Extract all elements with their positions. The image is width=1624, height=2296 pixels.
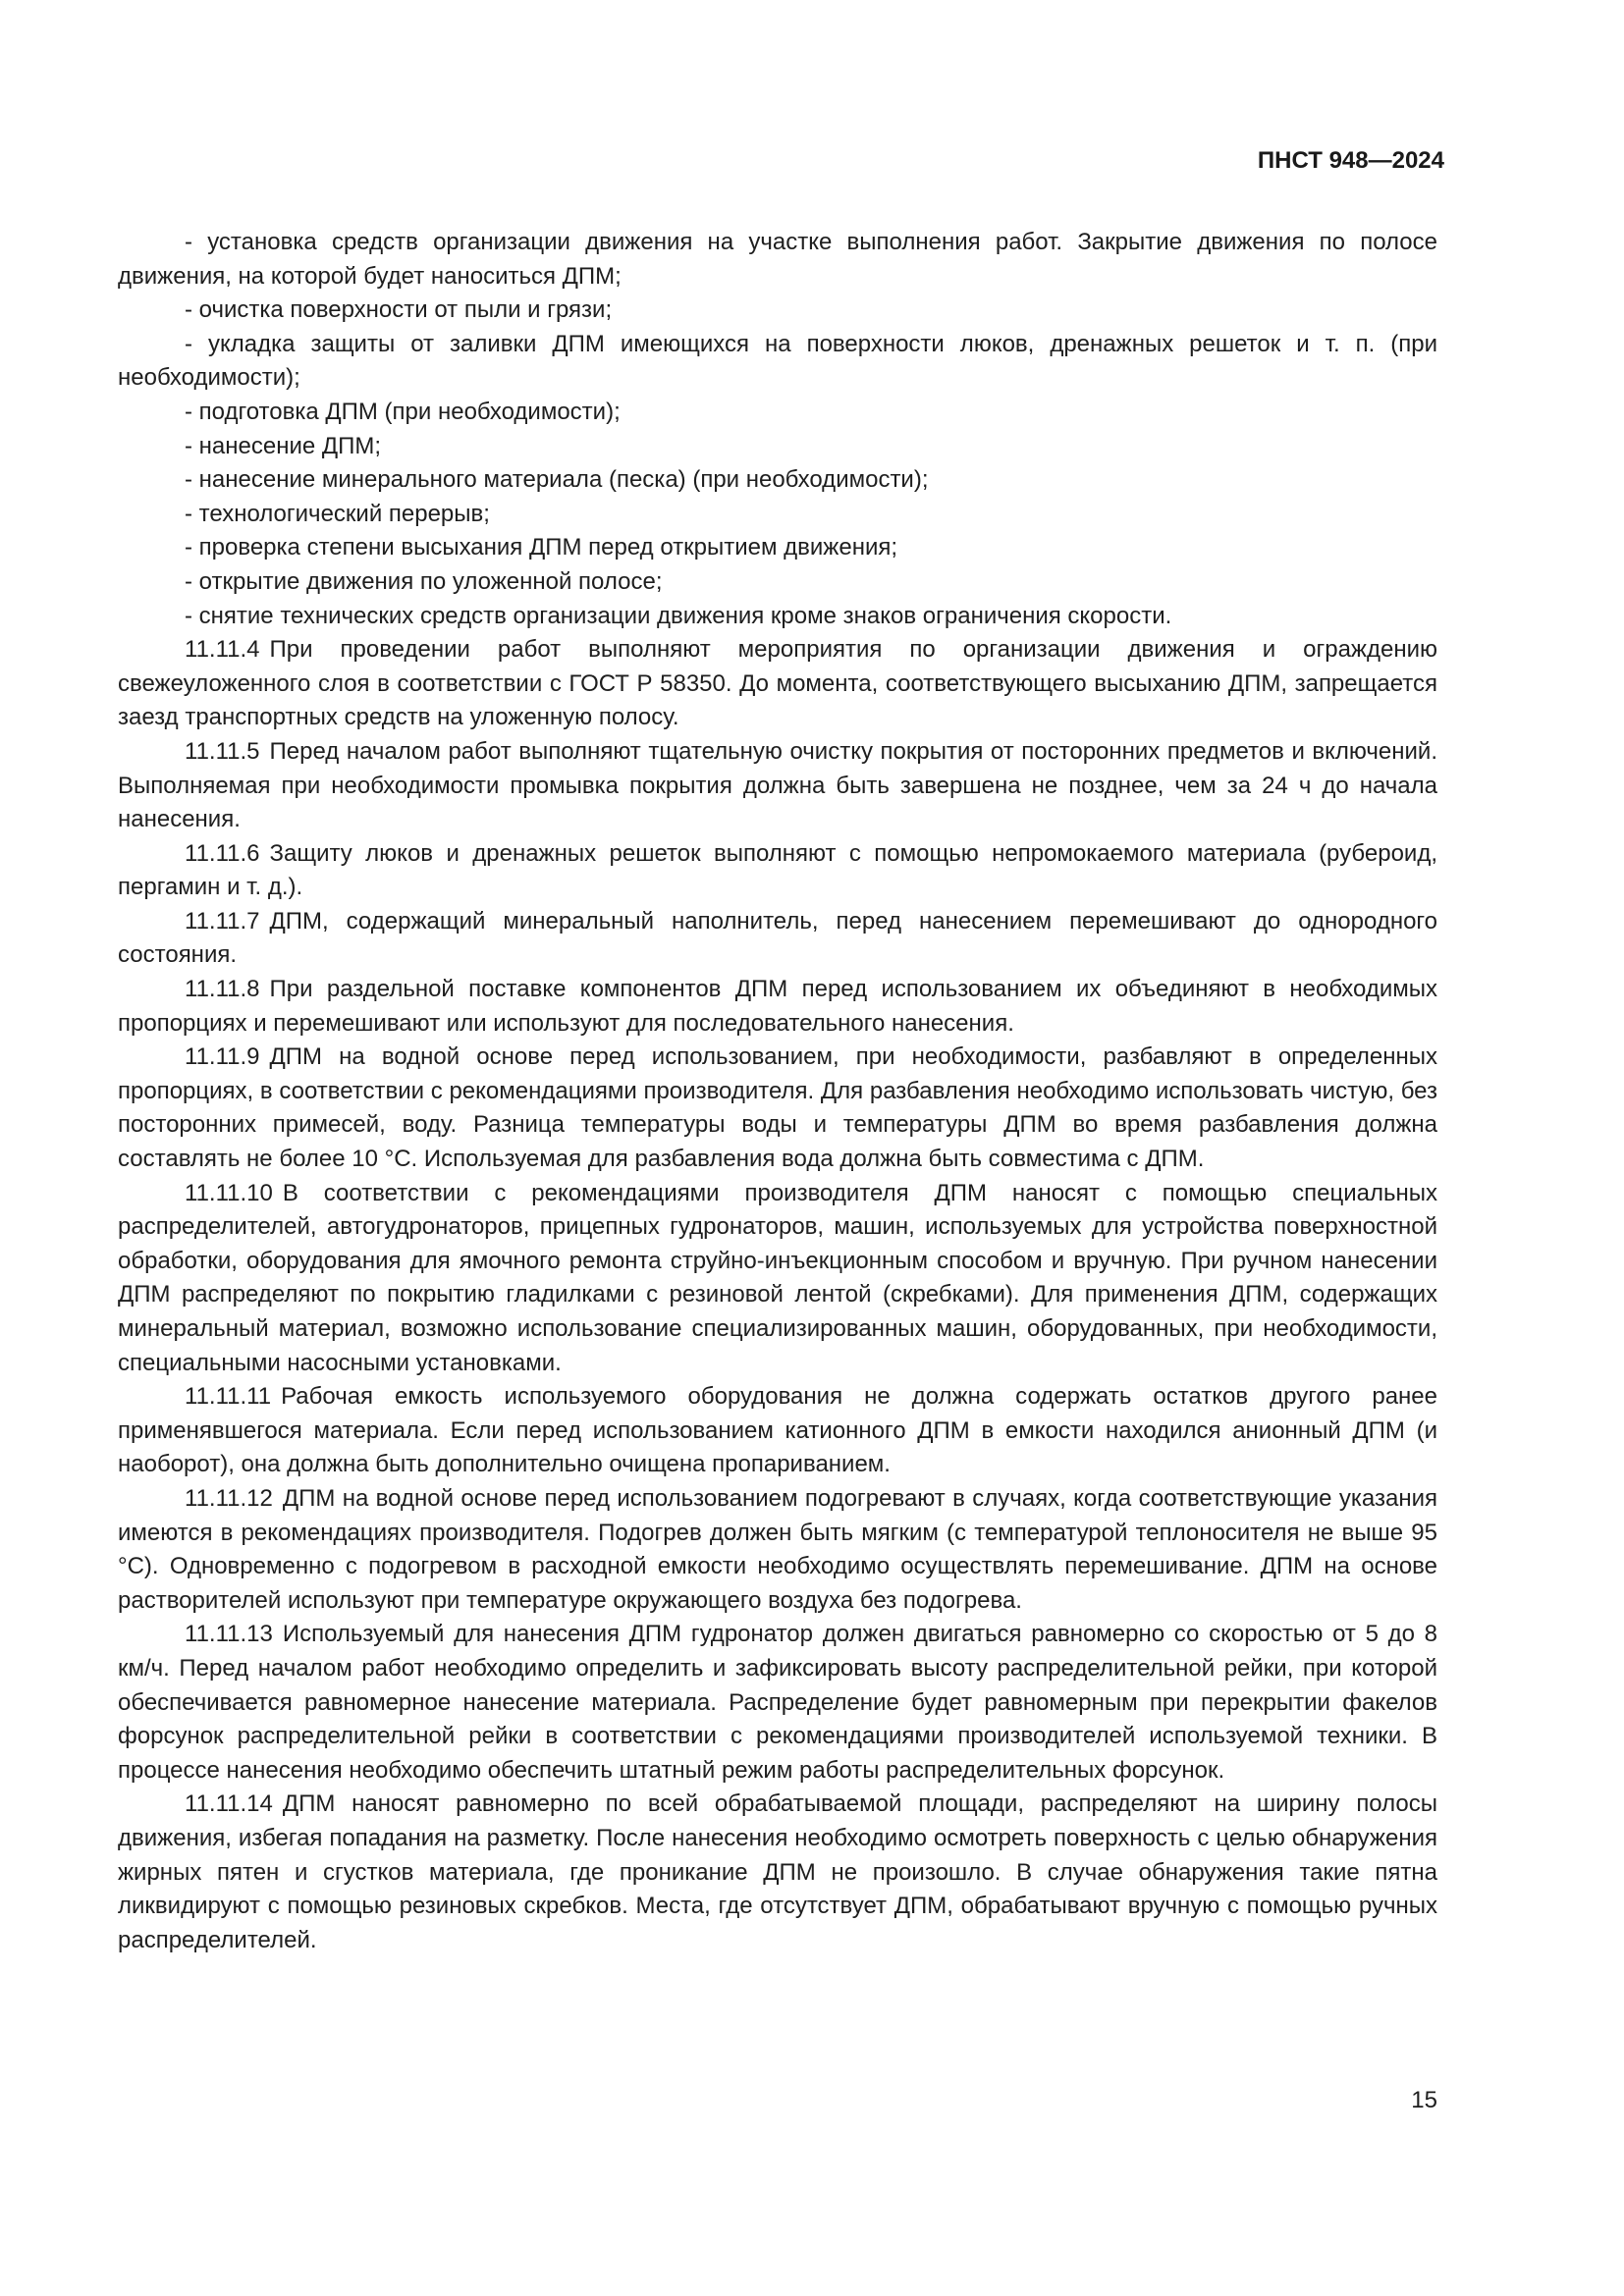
clause-paragraph (118, 1041, 1437, 1176)
document-body (118, 226, 1437, 1957)
list-item: - открытие движения по уложенной полосе; (185, 567, 663, 595)
clause-number: 11.11.6 (185, 839, 260, 867)
clause-text: В соответствии с рекомендациями производителя ДПМ наносят с помощью специальных распределителей, автогудронаторов, прицепных гудронаторов, машин, используемых для устройства поверхностной обработки, оборудования для ямочного ремонта струйно-инъекционным способом и вручную. При ручном нанесении ДПМ распределяют по покрытию гладилками с резиновой лентой (скребками). Для применения ДПМ, содержащих минеральный материал, возможно использование специализированных машин, оборудованных, при необходимости, специальными насосными установками. (118, 1179, 1437, 1376)
document-code: ПНСТ 948—2024 (1257, 147, 1444, 174)
work-steps-list (118, 226, 1437, 633)
clause-number: 11.11.5 (185, 737, 260, 765)
clause-number: 11.11.12 (185, 1484, 273, 1512)
clause-text: Защиту люков и дренажных решеток выполняют с помощью непромокаемого материала (рубероид, пергамин и т. д.). (118, 839, 1437, 901)
clause-text: ДПМ на водной основе перед использованием, при необходимости, разбавляют в определенных пропорциях, в соответствии с рекомендациями производителя. Для разбавления необходимо использовать чистую, без посторонних примесей, воду. Разница температуры воды и температуры ДПМ во время разбавления должна составлять не более 10 °С. Используемая для разбавления вода должна быть совместима с ДПМ. (118, 1043, 1437, 1173)
clause-number: 11.11.4 (185, 636, 260, 664)
clause-paragraph (118, 1788, 1437, 1957)
clause-number: 11.11.13 (185, 1621, 273, 1648)
clause-text: При раздельной поставке компонентов ДПМ перед использованием их объединяют в необходимых пропорциях и перемешивают или используют для последовательного нанесения. (118, 976, 1437, 1037)
clause-number: 11.11.7 (185, 907, 260, 934)
clause-paragraph (118, 837, 1437, 905)
clause-text: ДПМ на водной основе перед использованием подогревают в случаях, когда соответствующие указания имеются в рекомендациях производителя. Подогрев должен быть мягким (с температурой теплоносителя не выше 95 °С). Одновременно с подогревом в расходной емкости необходимо осуществлять перемешивание. ДПМ на основе растворителей используют при температуре окружающего воздуха без подогрева. (118, 1484, 1437, 1614)
clause-paragraph (118, 1380, 1437, 1482)
list-item: - нанесение минерального материала (песка) (при необходимости); (185, 466, 929, 494)
clause-number: 11.11.9 (185, 1043, 260, 1071)
clause-text: ДПМ наносят равномерно по всей обрабатываемой площади, распределяют на ширину полосы движения, избегая попадания на разметку. После нанесения необходимо осмотреть поверхность с целью обнаружения жирных пятен и сгустков материала, где проникание ДПМ не произошло. В случае обнаружения такие пятна ликвидируют с помощью резиновых скребков. Места, где отсутствует ДПМ, обрабатывают вручную с помощью ручных распределителей. (118, 1790, 1437, 1953)
list-item: - подготовка ДПМ (при необходимости); (185, 398, 621, 425)
clause-paragraph (118, 633, 1437, 735)
clause-paragraph (118, 973, 1437, 1041)
clause-paragraph (118, 1177, 1437, 1381)
clause-text: Перед началом работ выполняют тщательную очистку покрытия от посторонних предметов и включений. Выполняемая при необходимости промывка покрытия должна быть завершена не позднее, чем за 24 ч до начала нанесения. (118, 737, 1437, 833)
clause-paragraph (118, 735, 1437, 837)
clause-text: Рабочая емкость используемого оборудования не должна содержать остатков другого ранее применявшегося материала. Если перед использованием катионного ДПМ в емкости находился анионный ДПМ (и наоборот), она должна быть дополнительно очищена пропариванием. (118, 1383, 1437, 1478)
list-item: - установка средств организации движения на участке выполнения работ. Закрытие движения по полосе движения, на которой будет наноситься ДПМ; (118, 229, 1437, 290)
list-item: - очистка поверхности от пыли и грязи; (185, 296, 613, 324)
clause-number: 11.11.8 (185, 976, 260, 1003)
list-item: - проверка степени высыхания ДПМ перед открытием движения; (185, 534, 898, 561)
list-item: - снятие технических средств организации движения кроме знаков ограничения скорости. (185, 602, 1172, 629)
clause-text: ДПМ, содержащий минеральный наполнитель, перед нанесением перемешивают до однородного состояния. (118, 907, 1437, 969)
clause-text: Используемый для нанесения ДПМ гудронатор должен двигаться равномерно со скоростью от 5 до 8 км/ч. Перед началом работ необходимо определить и зафиксировать высоту распределительной рейки, при которой обеспечивается равномерное нанесение материала. Распределение будет равномерным при перекрытии факелов форсунок распределительной рейки в соответствии с рекомендациями производителей используемой техники. В процессе нанесения необходимо обеспечить штатный режим работы распределительных форсунок. (118, 1621, 1437, 1784)
clause-number: 11.11.10 (185, 1179, 273, 1206)
list-item: - технологический перерыв; (185, 500, 490, 527)
list-item: - нанесение ДПМ; (185, 432, 382, 459)
clause-paragraph (118, 1482, 1437, 1618)
clause-number: 11.11.14 (185, 1790, 273, 1818)
clause-number: 11.11.11 (185, 1383, 272, 1411)
clause-paragraph (118, 1618, 1437, 1788)
clause-paragraph (118, 905, 1437, 973)
clause-text: При проведении работ выполняют мероприятия по организации движения и ограждению свежеуложенного слоя в соответствии с ГОСТ Р 58350. До момента, соответствующего высыханию ДПМ, запрещается заезд транспортных средств на уложенную полосу. (118, 636, 1437, 731)
page-number: 15 (1411, 2087, 1437, 2113)
list-item: - укладка защиты от заливки ДПМ имеющихся на поверхности люков, дренажных решеток и т. п. (при необходимости); (118, 330, 1437, 392)
